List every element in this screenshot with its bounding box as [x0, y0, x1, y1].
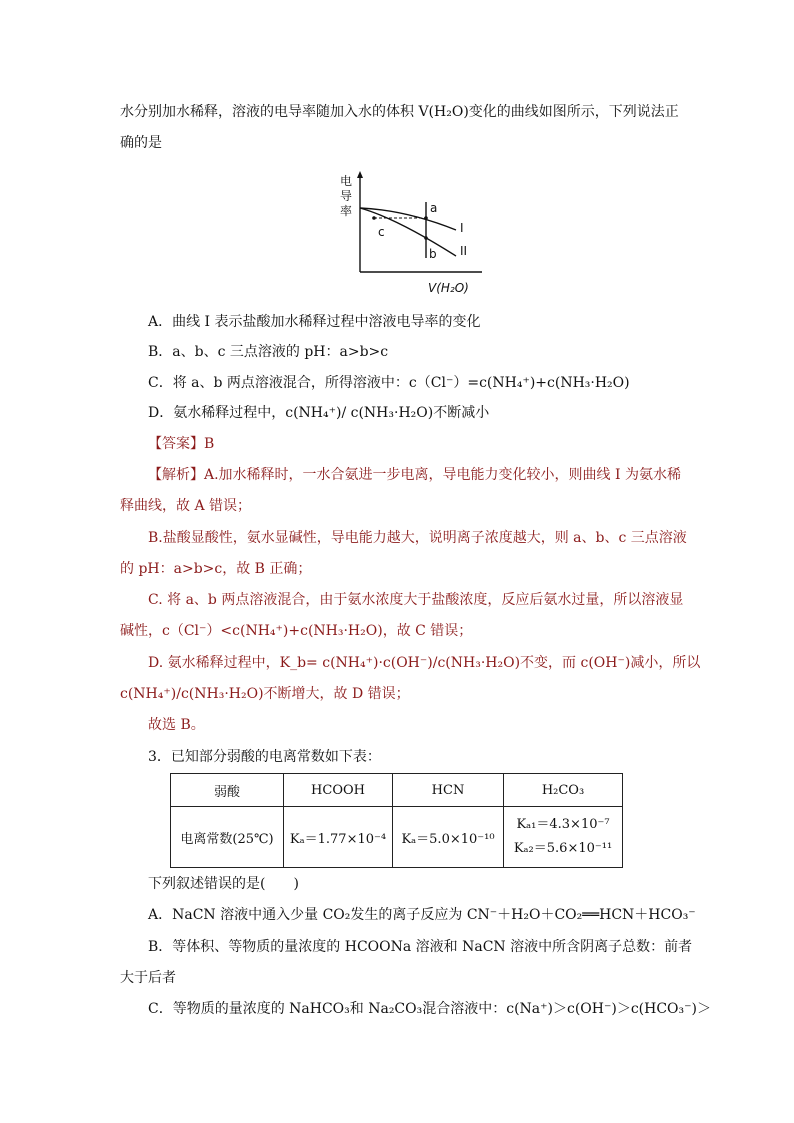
table-cell-h2co3	[504, 807, 623, 868]
table-header-cell: HCOOH	[284, 774, 393, 807]
table-header-cell: 弱酸	[171, 774, 284, 807]
analysis-a1: A.加水稀释时，一水合氨进一步电离，导电能力变化较小，则曲线 I 为氨水稀	[204, 467, 681, 483]
xlabel: V(H₂O)	[428, 281, 469, 295]
intro-line-2: 确的是	[120, 135, 162, 151]
ylabel-char-2: 导	[340, 189, 353, 203]
table-row	[171, 807, 623, 868]
q2-option-d: D．氨水稀释过程中，c(NH₄⁺)/ c(NH₃·H₂O)不断减小	[148, 405, 490, 421]
analysis-c1: C. 将 a、b 两点溶液混合，由于氨水浓度大于盐酸浓度，反应后氨水过量，所以溶液显	[148, 592, 684, 608]
q3-option-b-line1: B．等体积、等物质的量浓度的 HCOONa 溶液和 NaCN 溶液中所含阴离子总数：前者	[148, 939, 693, 955]
analysis-head: 【解析】	[148, 467, 204, 483]
q3-stem: 3．已知部分弱酸的电离常数如下表：	[148, 749, 381, 765]
q3-option-b-line2: 大于后者	[120, 970, 176, 986]
q3-option-a: A．NaCN 溶液中通入少量 CO₂发生的离子反应为 CN⁻＋H₂O＋CO₂══HCN＋HCO₃⁻	[148, 907, 696, 923]
analysis-a2: 释曲线，故 A 错误；	[120, 498, 252, 514]
table-cell-hcn: Kₐ＝5.0×10⁻¹⁰	[393, 807, 504, 868]
analysis-d1: D. 氨水稀释过程中，K_b= c(NH₄⁺)·c(OH⁻)/c(NH₃·H₂O)不变，而 c(OH⁻)减小，所以	[148, 655, 701, 671]
table-header-cell: HCN	[393, 774, 504, 807]
q2-option-c: C．将 a、b 两点溶液混合，所得溶液中：c（Cl⁻）=c(NH₄⁺)+c(NH₃·H₂O)	[148, 375, 630, 391]
acid-constant-table	[170, 773, 623, 868]
table-row-label: 电离常数(25℃)	[171, 807, 284, 868]
analysis-line-a1	[148, 465, 681, 485]
curve-I-label: I	[460, 221, 464, 235]
table-cell-h2co3-ka2: Kₐ₂＝5.6×10⁻¹¹	[513, 841, 613, 856]
curve-II-label: II	[460, 244, 468, 258]
analysis-b2: 的 pH：a>b>c，故 B 正确；	[120, 561, 312, 577]
point-a-dot	[424, 216, 428, 220]
table-cell-hcooh: Kₐ＝1.77×10⁻⁴	[284, 807, 393, 868]
analysis-end: 故选 B。	[148, 717, 205, 733]
ylabel-char-3: 率	[340, 204, 353, 218]
q3-prompt: 下列叙述错误的是( )	[148, 876, 299, 892]
point-c-label: c	[378, 225, 385, 239]
analysis-c2: 碱性，c（Cl⁻）<c(NH₄⁺)+c(NH₃·H₂O)，故 C 错误；	[120, 623, 473, 639]
table-cell-h2co3-ka1: Kₐ₁＝4.3×10⁻⁷	[516, 817, 610, 832]
table-header-row	[171, 774, 623, 807]
point-a-label: a	[430, 201, 438, 215]
y-axis-arrow-icon	[357, 171, 363, 178]
point-c-dot	[372, 216, 376, 220]
table-header-cell: H₂CO₃	[504, 774, 623, 807]
conductivity-figure	[336, 170, 486, 300]
ylabel-char-1: 电	[340, 174, 353, 188]
intro-line-1: 水分别加水稀释，溶液的电导率随加入水的体积 V(H₂O)变化的曲线如图所示，下列说法正	[120, 104, 679, 120]
answer: 【答案】B	[148, 436, 215, 452]
point-b-label: b	[429, 247, 437, 261]
point-b-dot	[424, 236, 428, 240]
q3-option-c: C．等物质的量浓度的 NaHCO₃和 Na₂CO₃混合溶液中：c(Na⁺)＞c(OH⁻)＞c(HCO₃⁻)＞	[148, 1001, 711, 1017]
q2-option-a: A．曲线 I 表示盐酸加水稀释过程中溶液电导率的变化	[148, 314, 481, 330]
analysis-b1: B.盐酸显酸性，氨水显碱性，导电能力越大，说明离子浓度越大，则 a、b、c 三点溶液	[148, 530, 687, 546]
q2-option-b: B．a、b、c 三点溶液的 pH：a>b>c	[148, 344, 389, 360]
analysis-d2: c(NH₄⁺)/c(NH₃·H₂O)不断增大，故 D 错误；	[120, 686, 410, 702]
